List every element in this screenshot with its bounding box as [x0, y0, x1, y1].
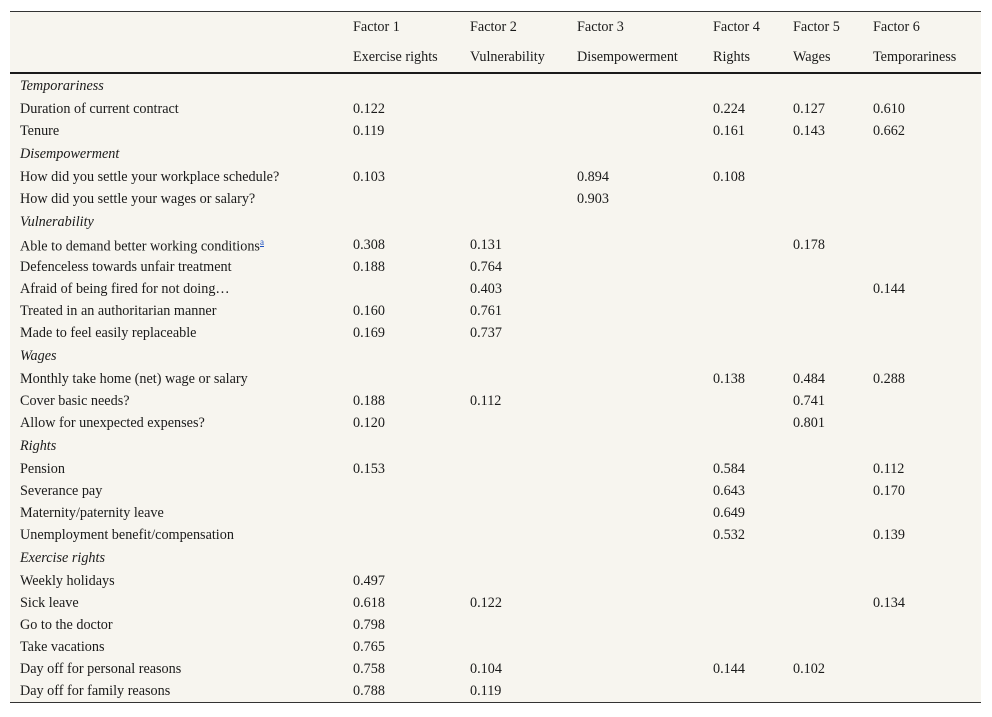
loading-cell-factor-2: 0.119	[470, 682, 502, 699]
loading-cell-factor-5	[783, 592, 863, 614]
row-label-cell	[10, 502, 343, 524]
row-label: Treated in an authoritarian manner	[20, 302, 217, 319]
header-factor-4: Factor 4	[713, 18, 760, 35]
row-label-cell	[10, 98, 343, 120]
loading-cell-factor-2: 0.122	[470, 594, 502, 611]
row-label-cell	[10, 278, 343, 300]
row-label: Maternity/paternity leave	[20, 504, 164, 521]
loading-cell-factor-3	[567, 458, 703, 480]
loading-cell-factor-4	[703, 234, 783, 256]
header-name-2: Vulnerability	[460, 42, 567, 73]
footnote-link[interactable]: a	[259, 237, 264, 248]
table-row	[10, 166, 981, 188]
loading-cell-factor-3: 0.903	[577, 190, 609, 207]
row-label-cell	[10, 592, 343, 614]
loading-cell-factor-1: 0.169	[353, 324, 385, 341]
table-row	[10, 614, 981, 636]
loading-cell-factor-5: 0.102	[793, 660, 825, 677]
table-row	[10, 592, 981, 614]
section-header-row	[10, 434, 981, 458]
loading-cell-factor-2	[460, 166, 567, 188]
row-label-cell	[10, 570, 343, 592]
table-row	[10, 98, 981, 120]
loading-cell-factor-2	[460, 368, 567, 390]
loading-cell-factor-6	[863, 502, 981, 524]
loading-cell-factor-2: 0.764	[470, 258, 502, 275]
loading-cell-factor-3	[567, 98, 703, 120]
loading-cell-factor-1	[343, 278, 460, 300]
header-name-5: Wages	[783, 42, 863, 73]
loading-cell-factor-5	[783, 458, 863, 480]
row-label: How did you settle your wages or salary?	[20, 190, 256, 207]
loading-cell-factor-4: 0.161	[713, 122, 745, 139]
loading-cell-factor-4	[703, 322, 783, 344]
loading-cell-factor-5	[783, 188, 863, 210]
loading-cell-factor-6	[863, 390, 981, 412]
loading-cell-factor-6: 0.112	[873, 460, 905, 477]
loading-cell-factor-3	[567, 592, 703, 614]
loading-cell-factor-5	[783, 680, 863, 702]
header-factor-6: Factor 6	[873, 18, 920, 35]
section-header-row	[10, 546, 981, 570]
loading-cell-factor-1	[343, 368, 460, 390]
loading-cell-factor-4	[703, 614, 783, 636]
row-label-cell	[10, 234, 343, 256]
loading-cell-factor-6: 0.610	[873, 100, 905, 117]
loading-cell-factor-5: 0.741	[793, 392, 825, 409]
loading-cell-factor-2	[460, 636, 567, 658]
row-label: Day off for family reasons	[20, 682, 171, 699]
section-title: Rights	[20, 437, 57, 454]
loading-cell-factor-1: 0.765	[353, 638, 385, 655]
loading-cell-factor-2: 0.131	[470, 236, 502, 253]
row-label-cell	[10, 256, 343, 278]
loading-cell-factor-1: 0.618	[353, 594, 385, 611]
factor-loadings-table-container	[10, 11, 981, 703]
loading-cell-factor-4: 0.144	[713, 660, 745, 677]
row-label: Able to demand better working conditions	[20, 238, 260, 255]
table-row	[10, 524, 981, 546]
table-row	[10, 234, 981, 256]
row-label: Unemployment benefit/compensation	[20, 526, 234, 543]
section-title: Disempowerment	[20, 145, 120, 162]
loading-cell-factor-3	[567, 570, 703, 592]
table-row	[10, 502, 981, 524]
loading-cell-factor-3	[567, 120, 703, 142]
loading-cell-factor-6	[863, 570, 981, 592]
row-label: Weekly holidays	[20, 572, 115, 589]
loading-cell-factor-6	[863, 614, 981, 636]
loading-cell-factor-3	[567, 658, 703, 680]
table-row	[10, 658, 981, 680]
loading-cell-factor-3	[567, 256, 703, 278]
loading-cell-factor-1	[343, 188, 460, 210]
table-row	[10, 570, 981, 592]
loading-cell-factor-1: 0.798	[353, 616, 385, 633]
row-label-cell	[10, 166, 343, 188]
loading-cell-factor-3	[567, 300, 703, 322]
loading-cell-factor-5	[783, 278, 863, 300]
loading-cell-factor-1: 0.188	[353, 392, 385, 409]
header-factor-3: Factor 3	[577, 18, 624, 35]
loading-cell-factor-6: 0.288	[873, 370, 905, 387]
row-label-cell	[10, 636, 343, 658]
row-label-cell	[10, 524, 343, 546]
loading-cell-factor-4	[703, 636, 783, 658]
loading-cell-factor-6: 0.170	[873, 482, 905, 499]
loading-cell-factor-1: 0.153	[353, 460, 385, 477]
row-label: Day off for personal reasons	[20, 660, 182, 677]
row-label: Afraid of being fired for not doing…	[20, 280, 230, 297]
row-label: Cover basic needs?	[20, 392, 130, 409]
loading-cell-factor-4: 0.584	[713, 460, 745, 477]
loading-cell-factor-5	[783, 300, 863, 322]
loading-cell-factor-2: 0.104	[470, 660, 502, 677]
loading-cell-factor-1: 0.308	[353, 236, 385, 253]
loading-cell-factor-2	[460, 98, 567, 120]
loading-cell-factor-3	[567, 614, 703, 636]
row-label-cell	[10, 300, 343, 322]
loading-cell-factor-4	[703, 256, 783, 278]
loading-cell-factor-6	[863, 322, 981, 344]
table-row	[10, 412, 981, 434]
factor-loadings-table	[10, 12, 981, 702]
loading-cell-factor-3	[567, 322, 703, 344]
section-title: Temporariness	[20, 77, 104, 94]
header-name-3: Disempowerment	[567, 42, 703, 73]
row-label-cell	[10, 322, 343, 344]
loading-cell-factor-1	[343, 502, 460, 524]
loading-cell-factor-3	[567, 368, 703, 390]
loading-cell-factor-4	[703, 570, 783, 592]
loading-cell-factor-1: 0.788	[353, 682, 385, 699]
loading-cell-factor-3	[567, 524, 703, 546]
loading-cell-factor-1: 0.122	[353, 100, 385, 117]
table-row	[10, 322, 981, 344]
loading-cell-factor-1: 0.119	[353, 122, 385, 139]
row-label-cell	[10, 680, 343, 702]
table-row	[10, 480, 981, 502]
loading-cell-factor-4: 0.532	[713, 526, 745, 543]
row-label: Defenceless towards unfair treatment	[20, 258, 232, 275]
header-factor-2: Factor 2	[470, 18, 517, 35]
loading-cell-factor-4	[703, 390, 783, 412]
loading-cell-factor-4	[703, 300, 783, 322]
loading-cell-factor-2: 0.403	[470, 280, 502, 297]
loading-cell-factor-4: 0.643	[713, 482, 745, 499]
loading-cell-factor-3	[567, 412, 703, 434]
loading-cell-factor-2	[460, 614, 567, 636]
row-label-cell	[10, 368, 343, 390]
table-row	[10, 120, 981, 142]
table-row	[10, 278, 981, 300]
row-label: Made to feel easily replaceable	[20, 324, 197, 341]
loading-cell-factor-6	[863, 256, 981, 278]
section-title: Wages	[20, 347, 57, 364]
loading-cell-factor-4: 0.224	[713, 100, 745, 117]
loading-cell-factor-2	[460, 524, 567, 546]
row-label-cell	[10, 658, 343, 680]
row-label: Tenure	[20, 122, 60, 139]
row-label-cell	[10, 188, 343, 210]
loading-cell-factor-3	[567, 234, 703, 256]
section-header-row	[10, 142, 981, 166]
loading-cell-factor-5: 0.127	[793, 100, 825, 117]
loading-cell-factor-4	[703, 680, 783, 702]
loading-cell-factor-4: 0.649	[713, 504, 745, 521]
row-label-cell	[10, 120, 343, 142]
loading-cell-factor-3: 0.894	[577, 168, 609, 185]
header-corner-2	[10, 42, 343, 73]
loading-cell-factor-1: 0.188	[353, 258, 385, 275]
loading-cell-factor-5	[783, 524, 863, 546]
loading-cell-factor-6	[863, 166, 981, 188]
loading-cell-factor-5: 0.801	[793, 414, 825, 431]
loading-cell-factor-6	[863, 188, 981, 210]
loading-cell-factor-6	[863, 658, 981, 680]
row-label: Take vacations	[20, 638, 105, 655]
loading-cell-factor-4	[703, 188, 783, 210]
loading-cell-factor-2	[460, 412, 567, 434]
loading-cell-factor-5: 0.143	[793, 122, 825, 139]
table-row	[10, 300, 981, 322]
row-label: Allow for unexpected expenses?	[20, 414, 205, 431]
row-label: Sick leave	[20, 594, 79, 611]
header-name-6: Temporariness	[863, 42, 981, 73]
loading-cell-factor-6: 0.134	[873, 594, 905, 611]
loading-cell-factor-5: 0.484	[793, 370, 825, 387]
table-body	[10, 73, 981, 702]
loading-cell-factor-3	[567, 636, 703, 658]
loading-cell-factor-4	[703, 278, 783, 300]
loading-cell-factor-2	[460, 480, 567, 502]
loading-cell-factor-6	[863, 234, 981, 256]
row-label: How did you settle your workplace schedule?	[20, 168, 280, 185]
table-row	[10, 390, 981, 412]
loading-cell-factor-6	[863, 412, 981, 434]
section-header-row	[10, 210, 981, 234]
row-label-cell	[10, 390, 343, 412]
loading-cell-factor-2: 0.737	[470, 324, 502, 341]
loading-cell-factor-5	[783, 480, 863, 502]
loading-cell-factor-5	[783, 570, 863, 592]
row-label: Go to the doctor	[20, 616, 113, 633]
loading-cell-factor-2	[460, 188, 567, 210]
loading-cell-factor-2	[460, 570, 567, 592]
table-row	[10, 680, 981, 702]
loading-cell-factor-1	[343, 480, 460, 502]
row-label-cell	[10, 458, 343, 480]
loading-cell-factor-2	[460, 502, 567, 524]
header-factor-5: Factor 5	[793, 18, 840, 35]
loading-cell-factor-3	[567, 680, 703, 702]
table-row	[10, 256, 981, 278]
loading-cell-factor-1: 0.120	[353, 414, 385, 431]
loading-cell-factor-2	[460, 120, 567, 142]
row-label: Severance pay	[20, 482, 103, 499]
row-label-cell	[10, 480, 343, 502]
loading-cell-factor-3	[567, 390, 703, 412]
loading-cell-factor-2: 0.761	[470, 302, 502, 319]
loading-cell-factor-4	[703, 412, 783, 434]
loading-cell-factor-5	[783, 636, 863, 658]
loading-cell-factor-3	[567, 278, 703, 300]
loading-cell-factor-6	[863, 300, 981, 322]
loading-cell-factor-2: 0.112	[470, 392, 502, 409]
loading-cell-factor-6: 0.139	[873, 526, 905, 543]
loading-cell-factor-5	[783, 256, 863, 278]
table-row	[10, 636, 981, 658]
header-row-factors	[10, 12, 981, 42]
loading-cell-factor-1: 0.758	[353, 660, 385, 677]
row-label: Pension	[20, 460, 65, 477]
section-header-row	[10, 73, 981, 98]
section-title: Exercise rights	[20, 549, 105, 566]
loading-cell-factor-4: 0.138	[713, 370, 745, 387]
loading-cell-factor-3	[567, 480, 703, 502]
header-corner	[10, 12, 343, 42]
table-row	[10, 458, 981, 480]
row-label: Duration of current contract	[20, 100, 179, 117]
row-label-cell	[10, 614, 343, 636]
loading-cell-factor-6	[863, 680, 981, 702]
loading-cell-factor-5	[783, 322, 863, 344]
loading-cell-factor-1: 0.160	[353, 302, 385, 319]
loading-cell-factor-5	[783, 614, 863, 636]
table-header	[10, 12, 981, 73]
loading-cell-factor-1: 0.103	[353, 168, 385, 185]
loading-cell-factor-1	[343, 524, 460, 546]
loading-cell-factor-5	[783, 502, 863, 524]
row-label-cell	[10, 412, 343, 434]
header-row-names	[10, 42, 981, 73]
loading-cell-factor-1: 0.497	[353, 572, 385, 589]
loading-cell-factor-2	[460, 458, 567, 480]
header-name-1: Exercise rights	[343, 42, 460, 73]
header-name-4: Rights	[703, 42, 783, 73]
loading-cell-factor-4	[703, 592, 783, 614]
row-label: Monthly take home (net) wage or salary	[20, 370, 248, 387]
section-title: Vulnerability	[20, 213, 94, 230]
table-row	[10, 188, 981, 210]
loading-cell-factor-5	[783, 166, 863, 188]
loading-cell-factor-3	[567, 502, 703, 524]
header-factor-1: Factor 1	[353, 18, 400, 35]
loading-cell-factor-6: 0.662	[873, 122, 905, 139]
section-header-row	[10, 344, 981, 368]
table-row	[10, 368, 981, 390]
loading-cell-factor-5: 0.178	[793, 236, 825, 253]
loading-cell-factor-6: 0.144	[873, 280, 905, 297]
loading-cell-factor-4: 0.108	[713, 168, 745, 185]
loading-cell-factor-6	[863, 636, 981, 658]
